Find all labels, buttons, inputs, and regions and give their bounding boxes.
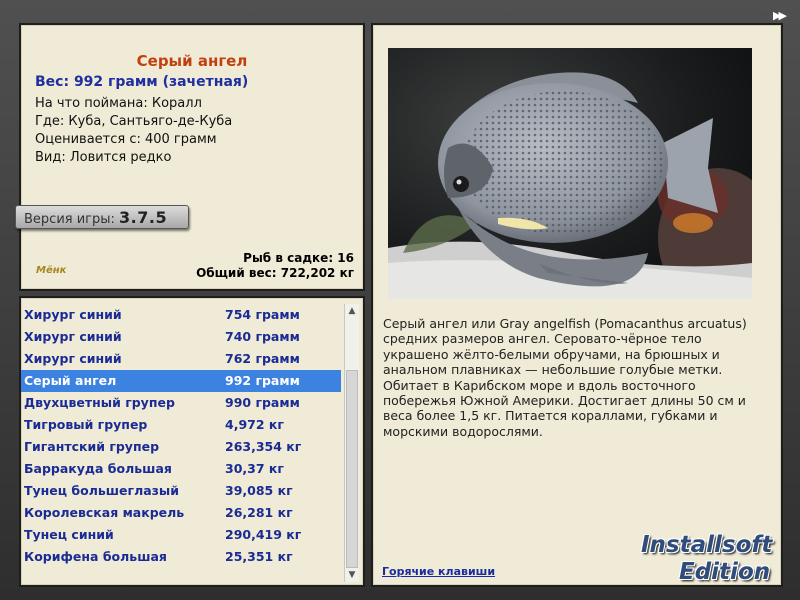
catch-list-row[interactable] — [21, 546, 341, 568]
watermark-line1: Installsoft — [641, 532, 773, 558]
game-version-badge — [15, 205, 189, 229]
catch-list-row[interactable] — [21, 502, 341, 524]
catch-fish-name: Хирург синий — [24, 329, 122, 344]
catch-fish-name: Хирург синий — [24, 351, 122, 366]
catch-list-row[interactable] — [21, 348, 341, 370]
version-value: 3.7.5 — [119, 208, 168, 227]
catch-list-panel — [19, 296, 365, 587]
installsoft-watermark — [641, 532, 772, 586]
catch-fish-weight: 762 грамм — [225, 351, 300, 366]
catch-fish-weight: 754 грамм — [225, 307, 300, 322]
catch-list-row[interactable] — [21, 436, 341, 458]
location-text: Где: Куба, Сантьяго-де-Куба — [35, 114, 233, 129]
catch-fish-name: Корифена большая — [24, 549, 167, 564]
catch-list-row[interactable] — [21, 304, 341, 326]
scrollbar[interactable] — [344, 304, 359, 582]
catch-list-row[interactable] — [21, 458, 341, 480]
rarity-text: Вид: Ловится редко — [35, 150, 172, 165]
scrollbar-thumb[interactable] — [346, 370, 358, 568]
fish-title: Серый ангел — [136, 52, 248, 70]
catch-fish-name: Барракуда большая — [24, 461, 172, 476]
catch-list-row[interactable] — [21, 370, 341, 392]
fast-forward-icon[interactable]: ▶▶ — [773, 9, 784, 22]
catch-fish-name: Хирург синий — [24, 307, 122, 322]
hotkeys-link[interactable]: Горячие клавиши — [382, 565, 496, 578]
catch-fish-name: Тигровый групер — [24, 417, 148, 432]
catch-fish-weight: 25,351 кг — [225, 549, 293, 564]
catch-list-row[interactable] — [21, 414, 341, 436]
valued-from-text: Оценивается с: 400 грамм — [35, 132, 217, 147]
version-label: Версия игры: — [24, 212, 115, 227]
fish-detail-panel — [371, 23, 783, 587]
catch-fish-weight: 263,354 кг — [225, 439, 302, 454]
catch-list-row[interactable] — [21, 524, 341, 546]
catch-fish-name: Серый ангел — [24, 373, 117, 388]
arrow-up-icon[interactable]: ▲ — [348, 306, 356, 316]
catch-list[interactable] — [21, 304, 341, 568]
catch-list-row[interactable] — [21, 392, 341, 414]
catch-fish-name: Гигантский групер — [24, 439, 160, 454]
catch-fish-name: Тунец большеглазый — [24, 483, 179, 498]
arrow-down-icon[interactable]: ▼ — [348, 570, 356, 580]
catch-fish-weight: 992 грамм — [225, 373, 300, 388]
brand-logo: Мёнк — [36, 265, 67, 276]
cage-count: Рыб в садке: 16 — [243, 251, 354, 265]
catch-fish-name: Королевская макрель — [24, 505, 185, 520]
watermark-line2: Edition — [679, 559, 771, 585]
total-weight: Общий вес: 722,202 кг — [196, 266, 354, 280]
catch-fish-weight: 4,972 кг — [225, 417, 284, 432]
fish-photo — [388, 48, 752, 299]
catch-fish-name: Двухцветный групер — [24, 395, 175, 410]
fish-description: Серый ангел или Gray angelfish (Pomacanthus arcuatus) средних размеров ангел. Серовато-чёрное тело украшено жёлто-белыми обручами, на брюшных и анальном плавниках — небольшие голубые метки. Обитает в Карибском море и вдоль восточного побережья Южной Америки. Достигает длины 50 см и веса более 1,5 кг. Питается кораллами, губками и морскими водорослями. — [383, 316, 747, 439]
fish-info-panel — [19, 23, 365, 291]
catch-fish-weight: 39,085 кг — [225, 483, 293, 498]
catch-fish-weight: 990 грамм — [225, 395, 300, 410]
catch-fish-weight: 290,419 кг — [225, 527, 302, 542]
angelfish-image — [388, 48, 752, 299]
catch-fish-name: Тунец синий — [24, 527, 114, 542]
catch-fish-weight: 26,281 кг — [225, 505, 293, 520]
catch-fish-weight: 740 грамм — [225, 329, 300, 344]
catch-fish-weight: 30,37 кг — [225, 461, 284, 476]
fish-weight: Вес: 992 грамм (зачетная) — [35, 74, 249, 90]
catch-list-row[interactable] — [21, 480, 341, 502]
caught-on-text: На что поймана: Коралл — [35, 96, 202, 111]
catch-list-row[interactable] — [21, 326, 341, 348]
